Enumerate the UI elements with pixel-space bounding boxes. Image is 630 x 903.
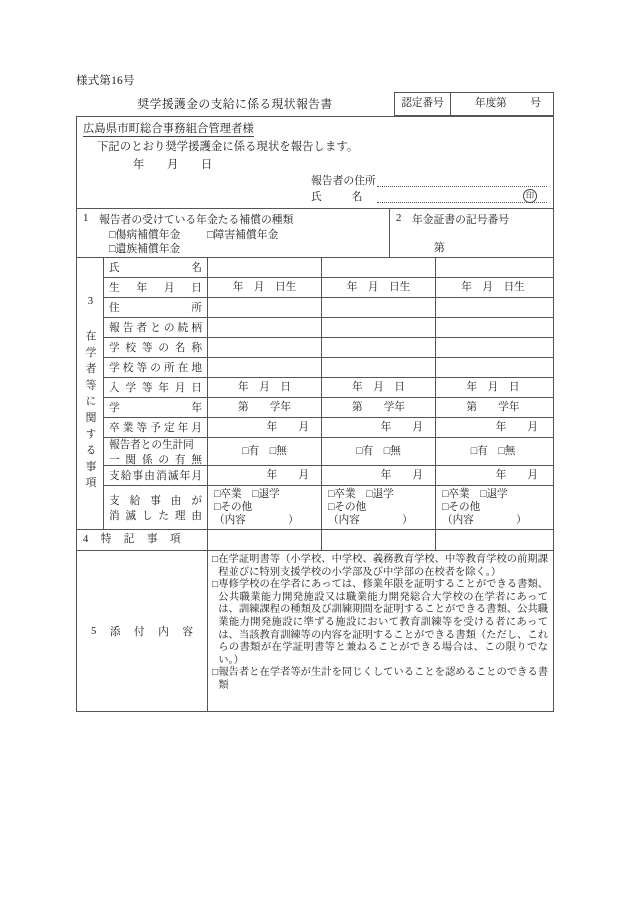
cell-remarks-3[interactable] — [436, 530, 550, 550]
cell-graduation-date-3[interactable]: 年 月 — [495, 422, 538, 433]
cell-termination-reason-1[interactable] — [208, 486, 322, 529]
checkbox-survivor-compensation-pension[interactable]: □遺族補償年金 — [109, 243, 181, 255]
row-label-name: 氏 名 — [104, 258, 208, 277]
row-label-termination-reason: 支 給 事 由 が 消 滅 し た 理 由 — [104, 486, 208, 529]
cell-termination-date-3[interactable]: 年 月 — [495, 470, 538, 481]
certification-number-label: 認定番号 — [395, 93, 451, 115]
section-5-attachments — [208, 551, 553, 711]
section-1-heading: 報告者の受けている年金たる補償の種類 — [99, 214, 294, 226]
cell-address-3[interactable] — [436, 298, 550, 317]
addressee: 広島県市町総合事務組合管理者様 — [83, 120, 254, 137]
date-year-label: 年 — [133, 159, 145, 171]
section-2-number: 2 — [396, 212, 402, 224]
form-table — [76, 116, 554, 712]
reporter-address-rule — [377, 186, 547, 187]
cell-name-2[interactable] — [322, 258, 436, 277]
reporter-address-label: 報告者の住所 — [311, 175, 376, 187]
cell-remarks-2[interactable] — [322, 530, 436, 550]
reason-line-1[interactable]: □卒業 □退学 — [214, 489, 280, 500]
list-item[interactable] — [212, 667, 548, 692]
certification-year-prefix: 年度第 — [475, 98, 507, 109]
table-row — [104, 398, 553, 418]
cell-termination-reason-2[interactable] — [322, 486, 436, 529]
cell-school-name-3[interactable] — [436, 338, 550, 357]
section-3-rows — [104, 258, 553, 529]
cell-school-location-2[interactable] — [322, 358, 436, 377]
cell-remarks-1[interactable] — [208, 530, 322, 550]
section-3 — [77, 258, 553, 530]
row-label-relationship: 報 告 者 と の 続 柄 — [104, 318, 208, 337]
row-label-enrollment-date: 入 学 等 年 月 日 — [104, 378, 208, 397]
table-row — [104, 358, 553, 378]
declaration-date[interactable] — [133, 156, 235, 172]
table-row — [104, 438, 553, 466]
cell-address-1[interactable] — [208, 298, 322, 317]
cell-school-name-1[interactable] — [208, 338, 322, 357]
section-4 — [77, 530, 553, 551]
row-label-graduation-date: 卒 業 等 予 定 年 月 — [104, 418, 208, 437]
cell-enrollment-date-3[interactable]: 年 月 日 — [466, 382, 520, 393]
pension-certificate-dai: 第 — [434, 242, 445, 254]
reason-line-2[interactable]: □その他 — [442, 502, 481, 513]
table-row — [104, 338, 553, 358]
section-2-heading: 年金証書の記号番号 — [412, 214, 510, 226]
table-row — [104, 466, 553, 486]
checkbox-icon[interactable]: □ — [212, 579, 219, 591]
seal-icon: 印 — [523, 189, 537, 203]
reporter-name-rule — [377, 202, 547, 203]
row-label-termination-date: 支 給 事 由 消 滅 年 月 — [104, 466, 208, 485]
certification-number-suffix: 号 — [530, 98, 541, 109]
cell-livelihood-relation-3[interactable]: □有 □無 — [470, 446, 516, 457]
section-2 — [390, 209, 553, 257]
checkbox-disability-compensation-pension[interactable]: □障害補償年金 — [207, 229, 279, 241]
date-day-label: 日 — [201, 159, 213, 171]
cell-termination-reason-3[interactable] — [436, 486, 550, 529]
declaration-sentence: 下記のとおり奨学援護金に係る現状を報告します。 — [97, 141, 359, 153]
declaration-block — [77, 117, 553, 209]
cell-address-2[interactable] — [322, 298, 436, 317]
attachment-text: 専修学校の在学者にあっては、修業年限を証明することができる書類、公共職業能力開発施設又は職業能力開発総合大学校の在学者にあっては、訓練課程の種類及び訓練期間を証明することができる書類、公共職業能力開発施設に準ずる施設において教育訓練等を受ける者にあっては、当該教育訓練等の内容を証明することができる書類（ただし、これらの書類が在学証明書等と兼ねることができる場合は、この限りでない。） — [218, 579, 548, 666]
reporter-name-label: 氏 名 — [311, 191, 363, 203]
row-label-grade: 学 年 — [104, 398, 208, 417]
cell-grade-1[interactable]: 第 学年 — [208, 398, 322, 417]
reason-line-2[interactable]: □その他 — [214, 502, 253, 513]
cell-birthdate-2[interactable]: 年 月 日生 — [322, 278, 436, 297]
section-1-number: 1 — [83, 212, 89, 224]
table-row — [104, 278, 553, 298]
cell-livelihood-relation-2[interactable]: □有 □無 — [322, 438, 436, 465]
row-label-birthdate: 生 年 月 日 — [104, 278, 208, 297]
section-5-label: 5 添 付 内 容 — [77, 551, 208, 711]
cell-livelihood-relation-1[interactable]: □有 □無 — [208, 438, 322, 465]
section-4-label: 4 特 記 事 項 — [77, 530, 208, 550]
title-row — [76, 92, 554, 116]
cell-relationship-2[interactable] — [322, 318, 436, 337]
table-row — [104, 298, 553, 318]
reason-line-1[interactable]: □卒業 □退学 — [328, 489, 394, 500]
row-label-address: 住 所 — [104, 298, 208, 317]
checkbox-icon[interactable]: □ — [212, 554, 219, 565]
table-row — [104, 258, 553, 278]
row-label-livelihood-relation: 報告者との生計同 一 関 係 の 有 無 — [104, 438, 208, 465]
attachment-text: 在学証明書等（小学校、中学校、義務教育学校、中等教育学校の前期課程並びに特別支援学校の小学部及び中学部の在校者を除く。） — [218, 554, 548, 578]
cell-school-location-1[interactable] — [208, 358, 322, 377]
row-label-school-name: 学 校 等 の 名 称 — [104, 338, 208, 357]
cell-enrollment-date-2[interactable]: 年 月 日 — [322, 378, 436, 397]
cell-termination-date-2[interactable]: 年 月 — [322, 466, 436, 485]
section-3-vertical-label: 3 在学者等に関する事項 — [77, 258, 104, 529]
cell-relationship-1[interactable] — [208, 318, 322, 337]
cell-termination-date-1[interactable]: 年 月 — [208, 466, 322, 485]
reason-line-3[interactable]: （内容 ） — [442, 515, 527, 526]
checkbox-injury-compensation-pension[interactable]: □傷病補償年金 — [109, 229, 181, 241]
form-number: 様式第16号 — [76, 75, 135, 87]
reporter-block — [311, 173, 551, 205]
cell-birthdate-3[interactable]: 年 月 日生 — [461, 282, 525, 293]
table-row — [104, 318, 553, 338]
table-row — [104, 378, 553, 398]
reason-line-2[interactable]: □その他 — [328, 502, 367, 513]
certification-number-value[interactable] — [451, 93, 553, 115]
table-row — [104, 418, 553, 438]
reason-line-3[interactable]: （内容 ） — [214, 515, 299, 526]
reason-line-3[interactable]: （内容 ） — [328, 515, 413, 526]
section-1 — [77, 209, 390, 257]
cell-grade-2[interactable]: 第 学年 — [322, 398, 436, 417]
cell-graduation-date-2[interactable]: 年 月 — [322, 418, 436, 437]
table-row — [104, 486, 553, 529]
page-title: 奨学援護金の支給に係る現状報告書 — [137, 97, 333, 111]
cell-birthdate-1[interactable]: 年 月 日生 — [208, 278, 322, 297]
list-item[interactable] — [212, 554, 548, 579]
section-1-2-row — [77, 209, 553, 258]
cell-school-name-2[interactable] — [322, 338, 436, 357]
row-label-school-location: 学 校 等 の 所 在 地 — [104, 358, 208, 377]
reason-line-1[interactable]: □卒業 □退学 — [442, 489, 508, 500]
cell-relationship-3[interactable] — [436, 318, 550, 337]
section-5 — [77, 551, 553, 711]
cell-enrollment-date-1[interactable]: 年 月 日 — [208, 378, 322, 397]
checkbox-icon[interactable]: □ — [212, 667, 219, 679]
cell-name-3[interactable] — [436, 258, 550, 277]
attachment-text: 報告者と在学者等が生計を同じくしていることを認めることのできる書類 — [218, 667, 548, 691]
cell-graduation-date-1[interactable]: 年 月 — [208, 418, 322, 437]
reporter-address-line[interactable] — [311, 173, 551, 189]
certification-number-box — [394, 92, 554, 116]
reporter-name-line[interactable] — [311, 189, 551, 205]
date-month-label: 月 — [167, 159, 179, 171]
cell-name-1[interactable] — [208, 258, 322, 277]
list-item[interactable] — [212, 579, 548, 667]
cell-grade-3[interactable]: 第 学年 — [466, 402, 520, 413]
cell-school-location-3[interactable] — [436, 358, 550, 377]
